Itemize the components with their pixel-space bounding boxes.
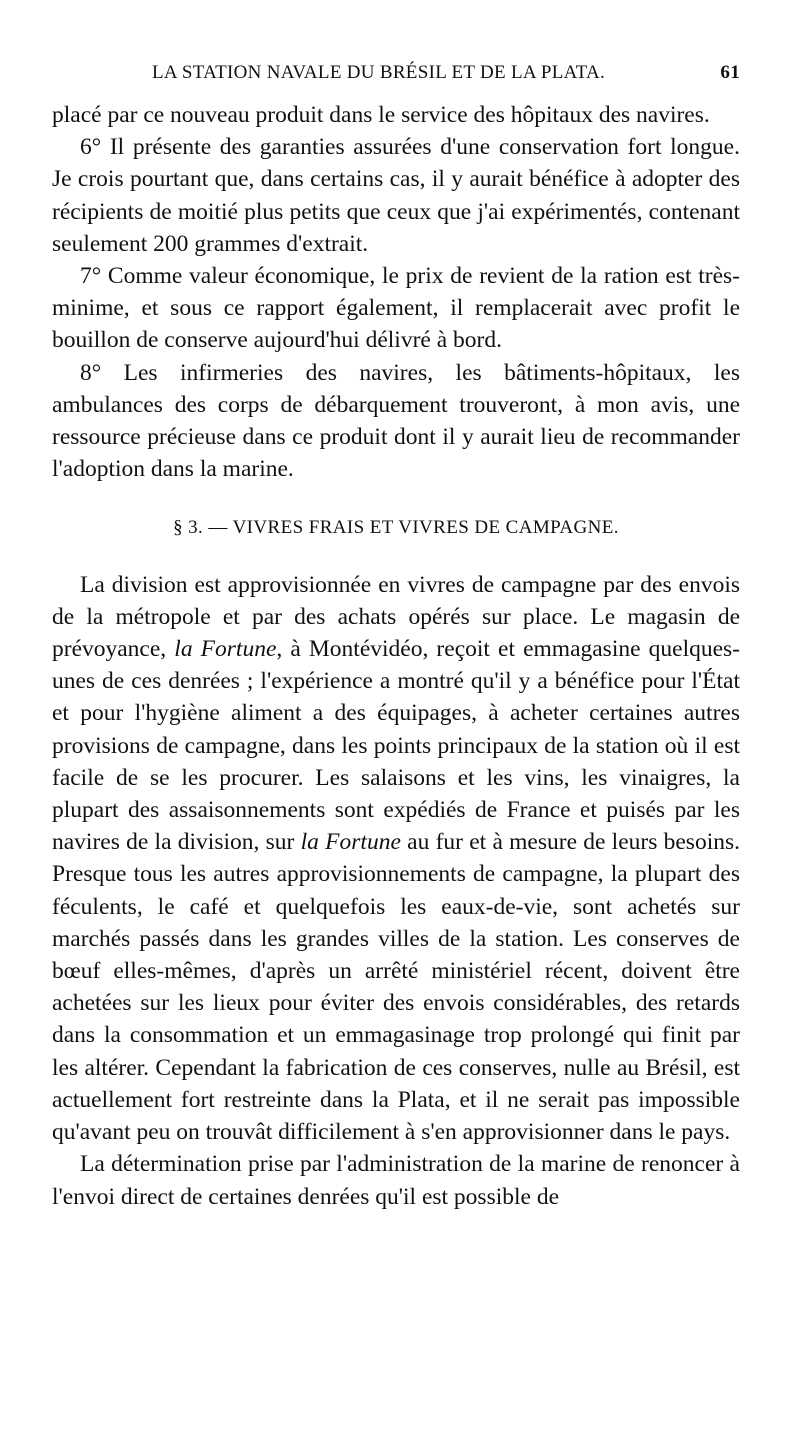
paragraph-vivres	[52, 569, 740, 1149]
paragraph-vivres-part-2: , à Montévidéo, reçoit et emmagasine quelques-unes de ces denrées ; l'expérience a montré qu'il y a bénéfice pour l'État et pour l'hygiène aliment a des équipages, à acheter certaines autres provisions de campagne, dans les points principaux de la station où il est facile de se les procurer. Les salaisons et les vins, les vinaigres, la plupart des assaisonnements sont expédiés de France et puisés par les navires de la division, sur	[52, 636, 741, 856]
paragraph-continuation: placé par ce nouveau produit dans le service des hôpitaux des navires.	[52, 102, 710, 128]
paragraph-vivres-part-1: La division est approvisionnée en vivres de campagne par des envois de la métropole et par des achats opérés sur place. Le magasin de prévoyance,	[52, 571, 740, 663]
paragraph-vivres-part-3: au fur et à mesure de leurs besoins. Presque tous les autres approvisionnements de campagne, la plupart des féculents, le café et quelquefois les eaux-de-vie, sont achetés sur marchés passés dans les grandes villes de la station. Les conserves de bœuf elles-mêmes, d'après un arrêté ministériel récent, doivent être achetées sur les lieux pour éviter des envois considérables, des retards dans la consommation et un emmagasinage trop prolongé qui finit par les altérer. Cependant la fabrication de ces conserves, nulle au Brésil, est actuellement fort restreinte dans la Plata, et il ne serait pas impossible qu'avant peu on trouvât difficilement à s'en approvisionner dans le pays.	[52, 829, 740, 1146]
running-title: LA STATION NAVALE DU BRÉSIL ET DE LA PLATA.	[152, 62, 606, 83]
paragraph-point-6: 6° Il présente des garanties assurées d'une conservation fort longue. Je crois pourtant que, dans certains cas, il y aurait bénéfice à adopter des récipients de moitié plus petits que ceux que j'ai expérimentés, contenant seulement 200 grammes d'extrait.	[52, 134, 740, 257]
section-heading: § 3. — VIVRES FRAIS ET VIVRES DE CAMPAGNE.	[173, 517, 619, 539]
italic-store-name: la Fortune	[174, 636, 277, 663]
page-header	[52, 62, 740, 90]
italic-store-name-2: la Fortune	[300, 829, 401, 856]
page-number: 61	[720, 62, 740, 83]
paragraph-point-8: 8° Les infirmeries des navires, les bâtiments-hôpitaux, les ambulances des corps de débarquement trouveront, à mon avis, une ressource précieuse dans ce produit dont il y aurait lieu de recommander l'adoption dans la marine.	[52, 359, 740, 483]
body-text	[52, 99, 740, 1213]
paragraph-point-7: 7° Comme valeur économique, le prix de revient de la ration est très-minime, et sous ce rapport également, il remplacerait avec profit le bouillon de conserve aujourd'hui délivré à bord.	[52, 263, 740, 354]
paragraph-determination: La détermination prise par l'administration de la marine de renoncer à l'envoi direct de certaines denrées qu'il est possible de	[52, 1151, 740, 1210]
